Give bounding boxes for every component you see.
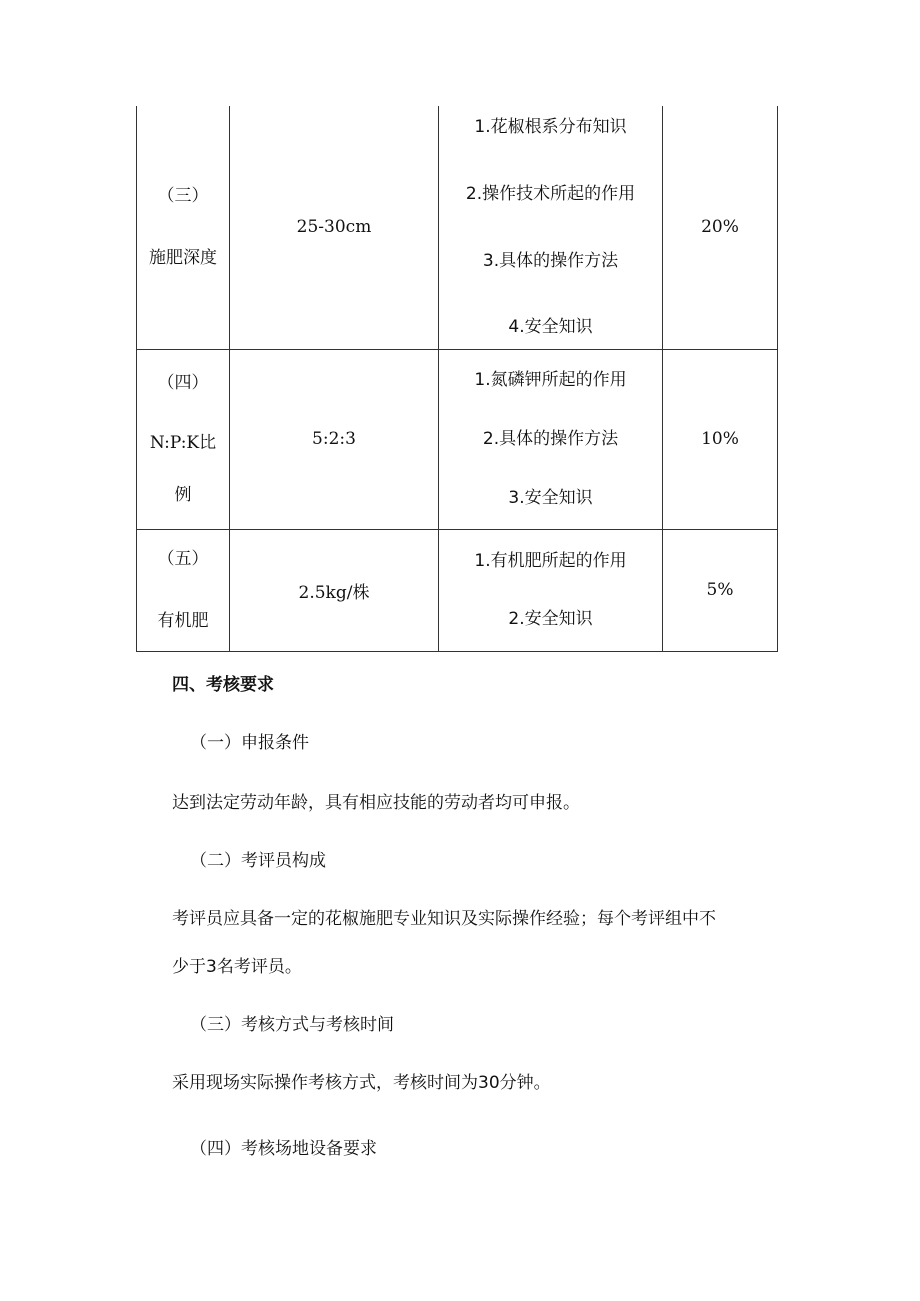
standard-value: 2.5kg/株 xyxy=(298,582,370,603)
category-name: 施肥深度 xyxy=(149,248,217,269)
table-row xyxy=(137,349,778,529)
knowledge-item: 3.安全知识 xyxy=(508,488,593,508)
table-row xyxy=(137,106,778,349)
weight-cell xyxy=(663,529,778,651)
category-cell xyxy=(137,529,230,651)
knowledge-item: 2.操作技术所起的作用 xyxy=(465,183,636,204)
weight-cell xyxy=(663,349,778,529)
knowledge-cell xyxy=(439,106,663,349)
knowledge-item: 3.具体的操作方法 xyxy=(482,250,619,271)
knowledge-item: 4.安全知识 xyxy=(508,317,593,338)
knowledge-item: 2.具体的操作方法 xyxy=(482,429,619,449)
standard-cell xyxy=(230,529,439,651)
table-row xyxy=(137,529,778,651)
knowledge-cell xyxy=(439,349,663,529)
category-index: （五） xyxy=(157,549,209,569)
category-name-line: N:P:K比 xyxy=(149,433,217,453)
category-name: 有机肥 xyxy=(157,611,209,631)
paragraph-examiners-line2: 少于3名考评员。 xyxy=(172,957,302,977)
weight-value: 20% xyxy=(701,217,739,238)
category-index: （四） xyxy=(157,373,209,393)
weight-value: 10% xyxy=(701,429,739,449)
category-name-line: 例 xyxy=(174,485,192,505)
weight-cell xyxy=(663,106,778,349)
standard-cell xyxy=(230,106,439,349)
paragraph-examiners-line1: 考评员应具备一定的花椒施肥专业知识及实际操作经验；每个考评组中不 xyxy=(172,909,716,929)
knowledge-cell xyxy=(439,529,663,651)
knowledge-item: 1.氮磷钾所起的作用 xyxy=(474,370,627,390)
subheading-method-time: （三）考核方式与考核时间 xyxy=(190,1015,394,1035)
paragraph-method-time: 采用现场实际操作考核方式，考核时间为30分钟。 xyxy=(172,1073,551,1093)
paragraph-application: 达到法定劳动年龄，具有相应技能的劳动者均可申报。 xyxy=(172,793,580,813)
category-index: （三） xyxy=(157,186,209,207)
standard-value: 5:2:3 xyxy=(312,429,356,449)
knowledge-item: 2.安全知识 xyxy=(508,609,593,629)
assessment-table xyxy=(136,106,777,652)
subheading-examiners: （二）考评员构成 xyxy=(190,851,326,871)
subheading-venue-equipment: （四）考核场地设备要求 xyxy=(190,1139,377,1159)
category-cell xyxy=(137,349,230,529)
knowledge-item: 1.有机肥所起的作用 xyxy=(474,551,627,571)
knowledge-item: 1.花椒根系分布知识 xyxy=(474,117,627,138)
standard-value: 25-30cm xyxy=(296,217,372,238)
subheading-application: （一）申报条件 xyxy=(190,733,309,753)
standard-cell xyxy=(230,349,439,529)
section-heading: 四、考核要求 xyxy=(172,675,274,695)
weight-value: 5% xyxy=(706,580,734,600)
category-cell xyxy=(137,106,230,349)
